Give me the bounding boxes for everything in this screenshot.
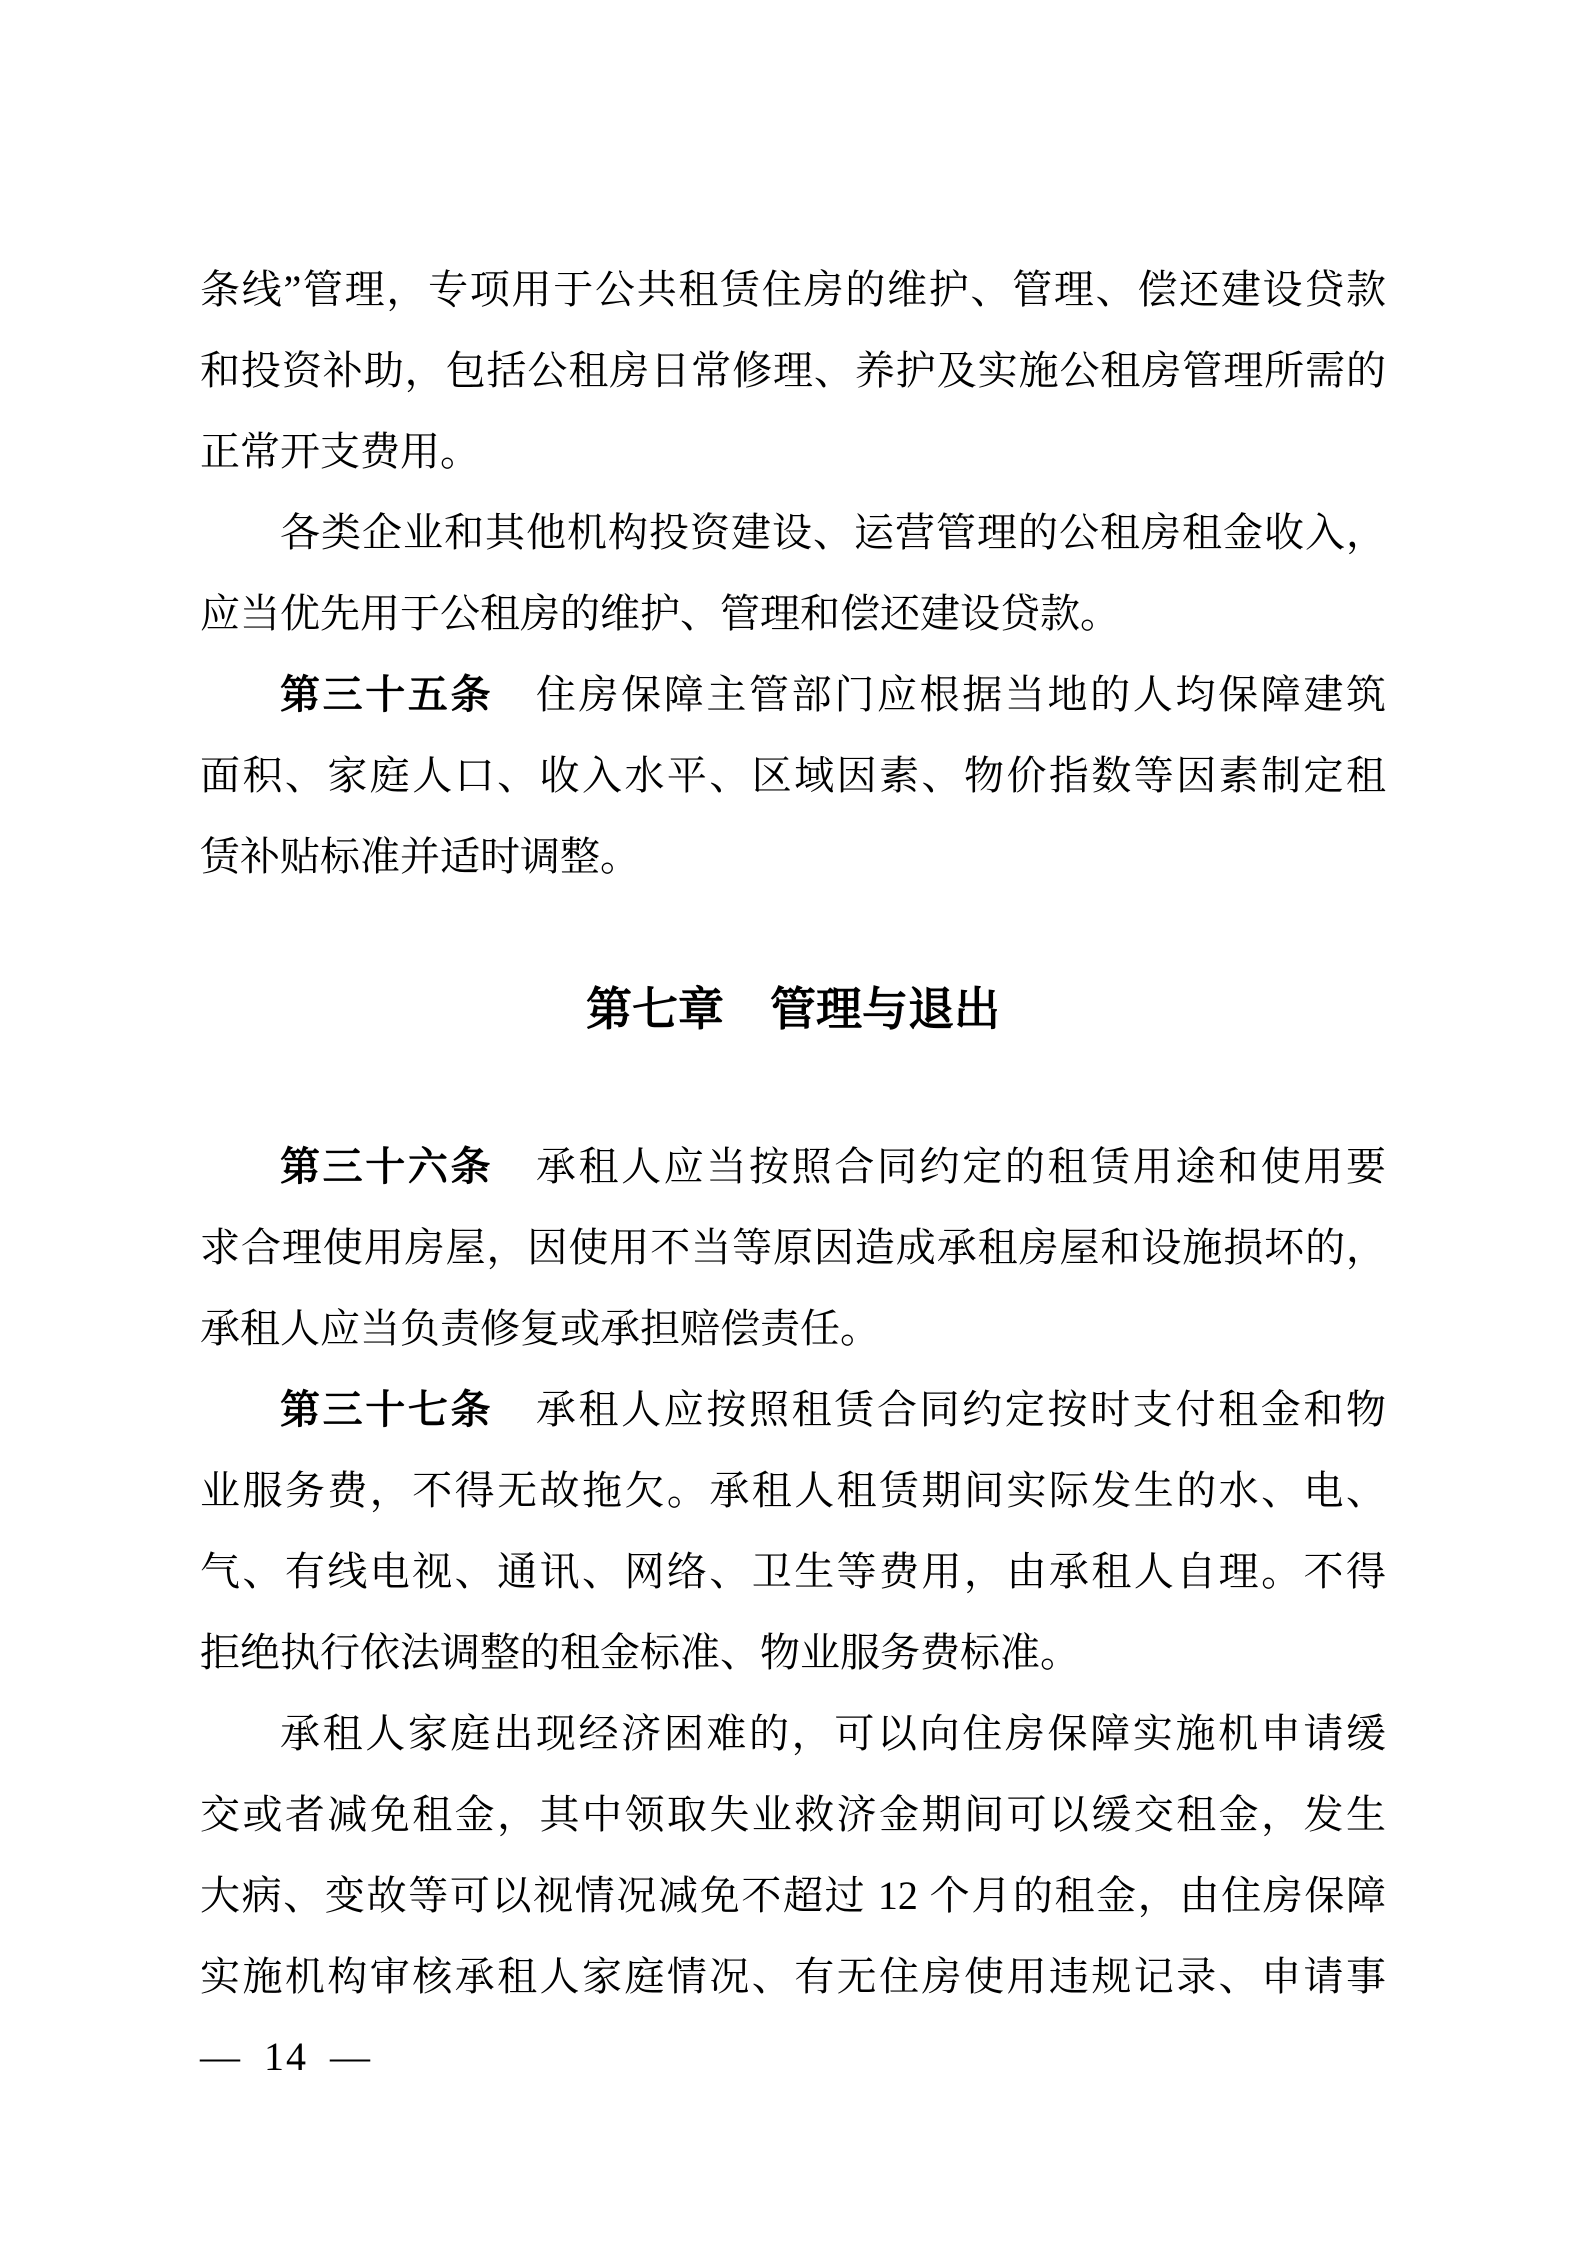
line-text: 承租人家庭出现经济困难的，可以向住房保障实施机申请缓	[280, 1711, 1386, 1756]
line-text: 各类企业和其他机构投资建设、运营管理的公租房租金收入，	[280, 510, 1386, 555]
text-line	[200, 1207, 1386, 1288]
line-text: 承租人应按照租赁合同约定按时支付租金和物	[493, 1387, 1387, 1432]
article-number: 第三十六条	[280, 1144, 494, 1189]
page-number: — 14 —	[200, 2034, 372, 2079]
line-text: 应当优先用于公租房的维护、管理和偿还建设贷款。	[200, 591, 1120, 636]
text-line	[200, 1288, 1386, 1369]
line-text: 大病、变故等可以视情况减免不超过 12 个月的租金，由住房保障	[200, 1873, 1386, 1918]
line-text: 实施机构审核承租人家庭情况、有无住房使用违规记录、申请事	[200, 1954, 1386, 1999]
text-line	[200, 1531, 1386, 1612]
text-line	[200, 1774, 1386, 1855]
text-line	[200, 735, 1386, 816]
body-block-lower	[200, 1126, 1386, 2017]
text-line	[200, 249, 1386, 330]
line-text: 赁补贴标准并适时调整。	[200, 834, 640, 879]
text-line	[200, 1855, 1386, 1936]
line-text: 正常开支费用。	[200, 429, 480, 474]
line-text: 交或者减免租金，其中领取失业救济金期间可以缓交租金，发生	[200, 1792, 1386, 1837]
line-text: 求合理使用房屋，因使用不当等原因造成承租房屋和设施损坏的，	[200, 1225, 1386, 1270]
text-line	[200, 411, 1386, 492]
text-line	[200, 1612, 1386, 1693]
text-line	[200, 1450, 1386, 1531]
text-line	[200, 816, 1386, 897]
line-text: 承租人应当按照合同约定的租赁用途和使用要	[493, 1144, 1387, 1189]
text-line	[200, 1693, 1386, 1774]
line-text: 条线”管理，专项用于公共租赁住房的维护、管理、偿还建设贷款	[200, 267, 1386, 312]
article-number: 第三十七条	[280, 1387, 494, 1432]
text-line	[200, 1369, 1386, 1450]
line-text: 承租人应当负责修复或承担赔偿责任。	[200, 1306, 880, 1351]
text-line	[200, 330, 1386, 411]
text-line	[200, 1126, 1386, 1207]
body-block-upper	[200, 249, 1386, 897]
article-number: 第三十五条	[280, 672, 494, 717]
line-text: 拒绝执行依法调整的租金标准、物业服务费标准。	[200, 1630, 1080, 1675]
line-text: 业服务费，不得无故拖欠。承租人租赁期间实际发生的水、电、	[200, 1468, 1386, 1513]
line-text: 住房保障主管部门应根据当地的人均保障建筑	[493, 672, 1387, 717]
text-line	[200, 492, 1386, 573]
text-line	[200, 573, 1386, 654]
line-text: 面积、家庭人口、收入水平、区域因素、物价指数等因素制定租	[200, 753, 1386, 798]
chapter-heading: 第七章 管理与退出	[586, 983, 1000, 1035]
line-text: 气、有线电视、通讯、网络、卫生等费用，由承租人自理。不得	[200, 1549, 1386, 1594]
text-line	[200, 1936, 1386, 2017]
text-line	[200, 654, 1386, 735]
line-text: 和投资补助，包括公租房日常修理、养护及实施公租房管理所需的	[200, 348, 1386, 393]
